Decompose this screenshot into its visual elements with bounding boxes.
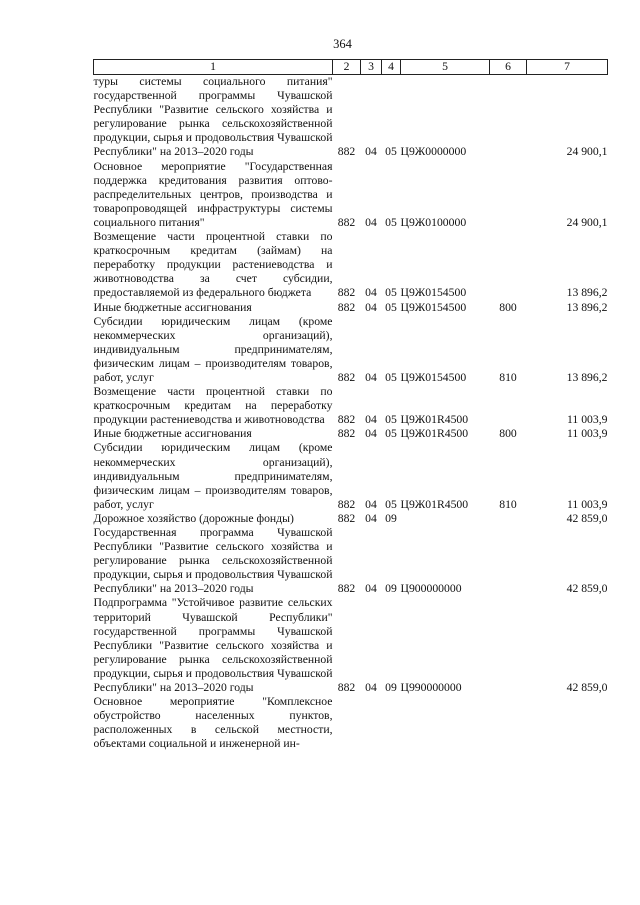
amount-cell: 11 003,9 — [567, 497, 608, 511]
expense-type-cell — [490, 75, 527, 160]
table-row — [94, 230, 608, 300]
table-row — [94, 75, 608, 160]
subsection-code-cell: 05 — [385, 145, 397, 159]
ministry-code-cell: 882 — [337, 300, 356, 314]
expense-type-cell — [490, 385, 527, 427]
target-article-cell: Ц9Ж0154500 — [400, 286, 467, 300]
target-article-cell: Ц9Ж01R4500 — [400, 413, 469, 427]
ministry-code-cell: 882 — [337, 582, 356, 596]
subsection-code-cell: 05 — [385, 370, 397, 384]
expense-type-cell — [490, 596, 527, 695]
row-name-cell: Основное мероприятие "Комплексное обустройство населенных пунктов, расположенных в сельской местности, объектами социальной и инженерной ин- — [93, 695, 333, 751]
table-row — [94, 427, 608, 441]
table-row — [94, 512, 608, 526]
ministry-code-cell: 882 — [337, 286, 356, 300]
page-number: 364 — [333, 37, 352, 51]
target-article-cell: Ц9Ж01R4500 — [400, 427, 469, 441]
section-code-cell: 04 — [365, 300, 377, 314]
section-code-cell: 04 — [365, 145, 377, 159]
row-name-cell: туры системы социального питания" государственной программы Чувашской Республики "Развитие сельского хозяйства и регулирование рынка сельскохозяйственной продукции, сырья и продовольствия Чувашской Республики" на 2013–2020 годы — [93, 75, 333, 159]
section-code-cell: 04 — [365, 582, 377, 596]
section-code-cell: 04 — [365, 286, 377, 300]
row-name-cell: Возмещение части процентной ставки по краткосрочным кредитам (займам) на переработку продукции растениеводства и животноводства за счет субсидии, предоставляемой из федерального бюджета — [93, 230, 333, 300]
target-article-cell: Ц9Ж0000000 — [400, 145, 467, 159]
expense-type-cell — [490, 230, 527, 300]
amount-cell: 11 003,9 — [567, 413, 608, 427]
amount-cell — [527, 695, 608, 751]
row-name-cell: Дорожное хозяйство (дорожные фонды) — [93, 511, 294, 525]
row-name-cell: Основное мероприятие "Государственная поддержка кредитования развития оптово-распределительных центров, производства и товаропроводящей инфраструктуры системы социального питания" — [93, 159, 333, 229]
column-header: 3 — [361, 60, 382, 75]
table-header-row — [94, 60, 608, 75]
target-article-cell: Ц9Ж0100000 — [400, 215, 467, 229]
row-name-cell: Возмещение части процентной ставки по краткосрочным кредитам на переработку продукции растениеводства и животноводства — [93, 385, 333, 427]
row-name-cell: Иные бюджетные ассигнования — [93, 427, 252, 441]
amount-cell: 13 896,2 — [566, 370, 608, 384]
expense-type-cell — [490, 526, 527, 596]
subsection-code-cell: 09 — [385, 582, 397, 596]
amount-cell: 11 003,9 — [567, 427, 608, 441]
column-header: 2 — [333, 60, 361, 75]
section-code-cell: 04 — [365, 681, 377, 695]
target-article-cell — [401, 512, 490, 526]
target-article-cell: Ц9Ж0154500 — [400, 300, 467, 314]
table-row — [94, 596, 608, 695]
subsection-code-cell: 05 — [385, 215, 397, 229]
ministry-code-cell: 882 — [337, 145, 356, 159]
expense-type-cell — [490, 160, 527, 230]
expense-type-cell — [490, 512, 527, 526]
expense-type-cell: 810 — [499, 370, 517, 384]
column-header: 5 — [401, 60, 490, 75]
table-row — [94, 315, 608, 385]
target-article-cell — [401, 695, 490, 751]
target-article-cell: Ц9Ж0154500 — [400, 370, 467, 384]
amount-cell: 13 896,2 — [566, 300, 608, 314]
amount-cell: 24 900,1 — [566, 145, 608, 159]
expense-type-cell — [490, 695, 527, 751]
subsection-code-cell — [382, 695, 401, 751]
column-header: 6 — [490, 60, 527, 75]
table-row — [94, 160, 608, 230]
subsection-code-cell: 05 — [385, 413, 397, 427]
ministry-code-cell: 882 — [337, 427, 356, 441]
row-name-cell: Государственная программа Чувашской Республики "Развитие сельского хозяйства и регулирование рынка сельскохозяйственной продукции, сырья и продовольствия Чувашской Республики" на 2013–2020 годы — [93, 526, 333, 596]
ministry-code-cell: 882 — [337, 681, 356, 695]
section-code-cell: 04 — [365, 497, 377, 511]
row-name-cell: Субсидии юридическим лицам (кроме некоммерческих организаций), индивидуальным предпринимателям, физическим лицам – производителям товаров, работ, услуг — [93, 314, 333, 384]
ministry-code-cell: 882 — [337, 511, 356, 525]
column-header: 1 — [94, 60, 333, 75]
amount-cell: 13 896,2 — [566, 286, 608, 300]
table-row — [94, 695, 608, 751]
section-code-cell: 04 — [365, 511, 377, 525]
table-row — [94, 385, 608, 427]
ministry-code-cell: 882 — [337, 413, 356, 427]
ministry-code-cell — [333, 695, 361, 751]
row-name-cell: Субсидии юридическим лицам (кроме некоммерческих организаций), индивидуальным предпринимателям, физическим лицам – производителям товаров, работ, услуг — [93, 441, 333, 511]
ministry-code-cell: 882 — [337, 497, 356, 511]
target-article-cell: Ц9Ж01R4500 — [400, 497, 469, 511]
target-article-cell: Ц990000000 — [400, 681, 462, 695]
section-code-cell — [361, 695, 382, 751]
table-row — [94, 301, 608, 315]
ministry-code-cell: 882 — [337, 370, 356, 384]
expense-type-cell: 810 — [499, 497, 517, 511]
section-code-cell: 04 — [365, 427, 377, 441]
expense-type-cell: 800 — [499, 300, 517, 314]
section-code-cell: 04 — [365, 413, 377, 427]
budget-table — [93, 59, 608, 752]
amount-cell: 24 900,1 — [566, 215, 608, 229]
subsection-code-cell: 05 — [385, 300, 397, 314]
ministry-code-cell: 882 — [337, 215, 356, 229]
subsection-code-cell: 09 — [385, 511, 397, 525]
column-header: 7 — [527, 60, 608, 75]
row-name-cell: Иные бюджетные ассигнования — [93, 300, 252, 314]
section-code-cell: 04 — [365, 370, 377, 384]
row-name-cell: Подпрограмма "Устойчивое развитие сельских территорий Чувашской Республики" государственной программы Чувашской Республики "Развитие сельского хозяйства и регулирование рынка сельскохозяйственной продукции, сырья и продовольствия Чувашской Республики" на 2013–2020 годы — [93, 596, 333, 695]
subsection-code-cell: 05 — [385, 427, 397, 441]
table-row — [94, 526, 608, 596]
subsection-code-cell: 05 — [385, 497, 397, 511]
section-code-cell: 04 — [365, 215, 377, 229]
table-row — [94, 441, 608, 511]
amount-cell: 42 859,0 — [566, 681, 608, 695]
amount-cell: 42 859,0 — [566, 511, 608, 525]
amount-cell: 42 859,0 — [566, 582, 608, 596]
expense-type-cell: 800 — [499, 427, 517, 441]
subsection-code-cell: 09 — [385, 681, 397, 695]
target-article-cell: Ц900000000 — [400, 582, 462, 596]
column-header: 4 — [382, 60, 401, 75]
subsection-code-cell: 05 — [385, 286, 397, 300]
